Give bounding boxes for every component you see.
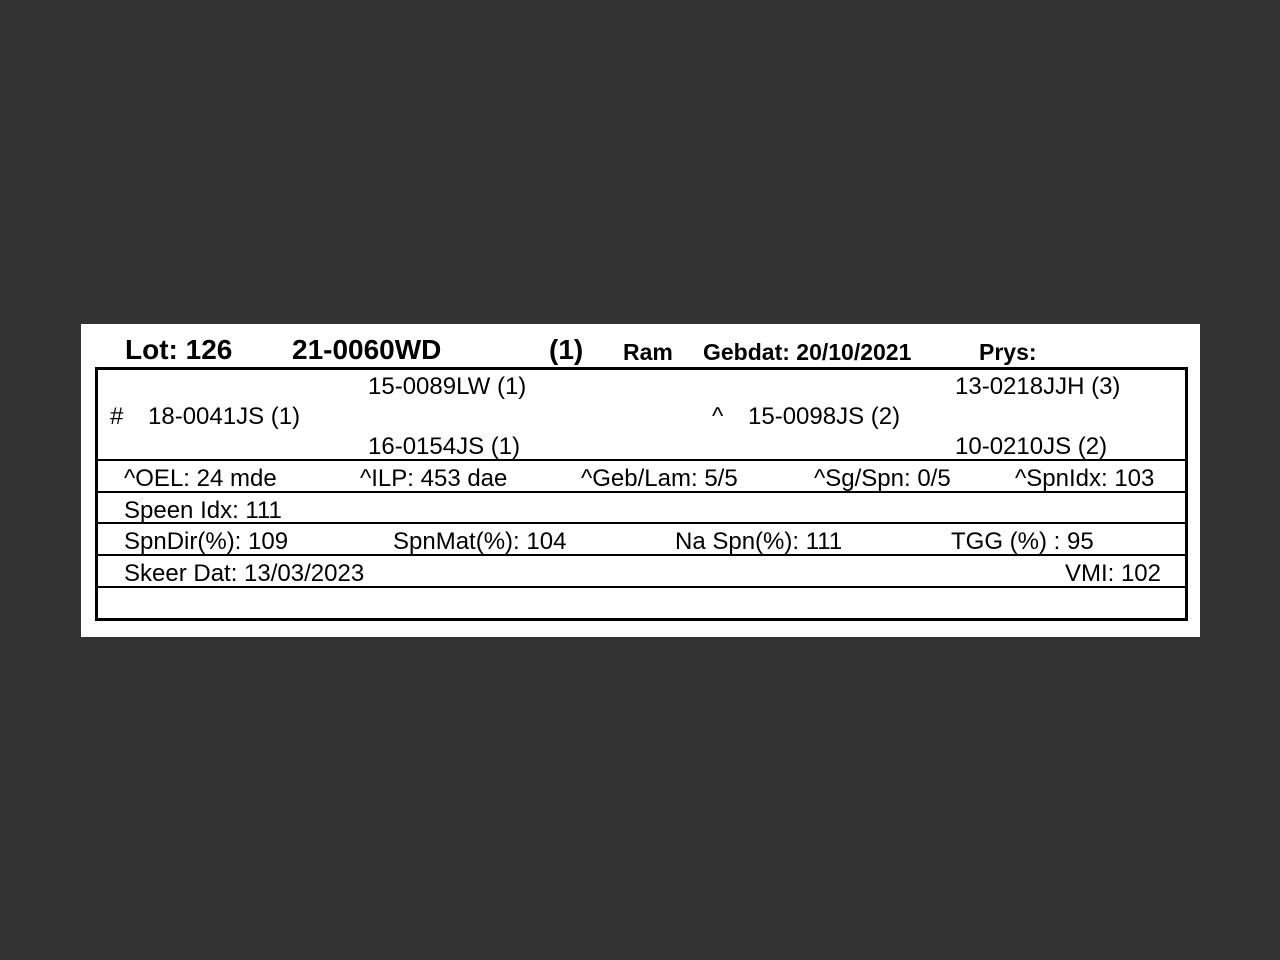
dam-ilp: ^ILP: 453 dae [360, 465, 508, 492]
row-divider [98, 459, 1185, 461]
sire-dam: 16-0154JS (1) [368, 433, 521, 460]
dam-dam: 10-0210JS (2) [955, 433, 1108, 460]
vmi: VMI: 102 [1064, 560, 1161, 587]
lot-number: Lot: 126 [125, 334, 233, 365]
animal-sex: Ram [623, 339, 673, 365]
dam-geb-lam: ^Geb/Lam: 5/5 [581, 465, 738, 492]
dam-oel: ^OEL: 24 mde [124, 465, 277, 492]
sire-sire: 15-0089LW (1) [368, 373, 527, 400]
na-spn: Na Spn(%): 111 [675, 528, 843, 555]
row-divider [98, 491, 1185, 493]
sire: 18-0041JS (1) [148, 403, 301, 430]
spn-mat: SpnMat(%): 104 [393, 528, 567, 555]
row-divider [98, 522, 1185, 524]
spn-dir: SpnDir(%): 109 [124, 528, 289, 555]
birth-date: Gebdat: 20/10/2021 [703, 339, 912, 365]
speen-idx: Speen Idx: 111 [124, 497, 282, 524]
lot-card [81, 324, 1200, 637]
row-divider [98, 586, 1185, 588]
dam-spn-idx: ^SpnIdx: 103 [1015, 465, 1155, 492]
dam: 15-0098JS (2) [748, 403, 901, 430]
tgg: TGG (%) : 95 [951, 528, 1094, 555]
dam-marker: ^ [712, 403, 724, 430]
row-divider [98, 554, 1185, 556]
price-label: Prys: [979, 339, 1037, 365]
dam-sire: 13-0218JJH (3) [955, 373, 1121, 400]
skeer-dat: Skeer Dat: 13/03/2023 [124, 560, 365, 587]
sire-marker: # [110, 403, 124, 430]
animal-id: 21-0060WD [292, 334, 442, 365]
animal-count: (1) [549, 334, 584, 365]
dam-sg-spn: ^Sg/Spn: 0/5 [814, 465, 951, 492]
info-table [95, 367, 1188, 621]
